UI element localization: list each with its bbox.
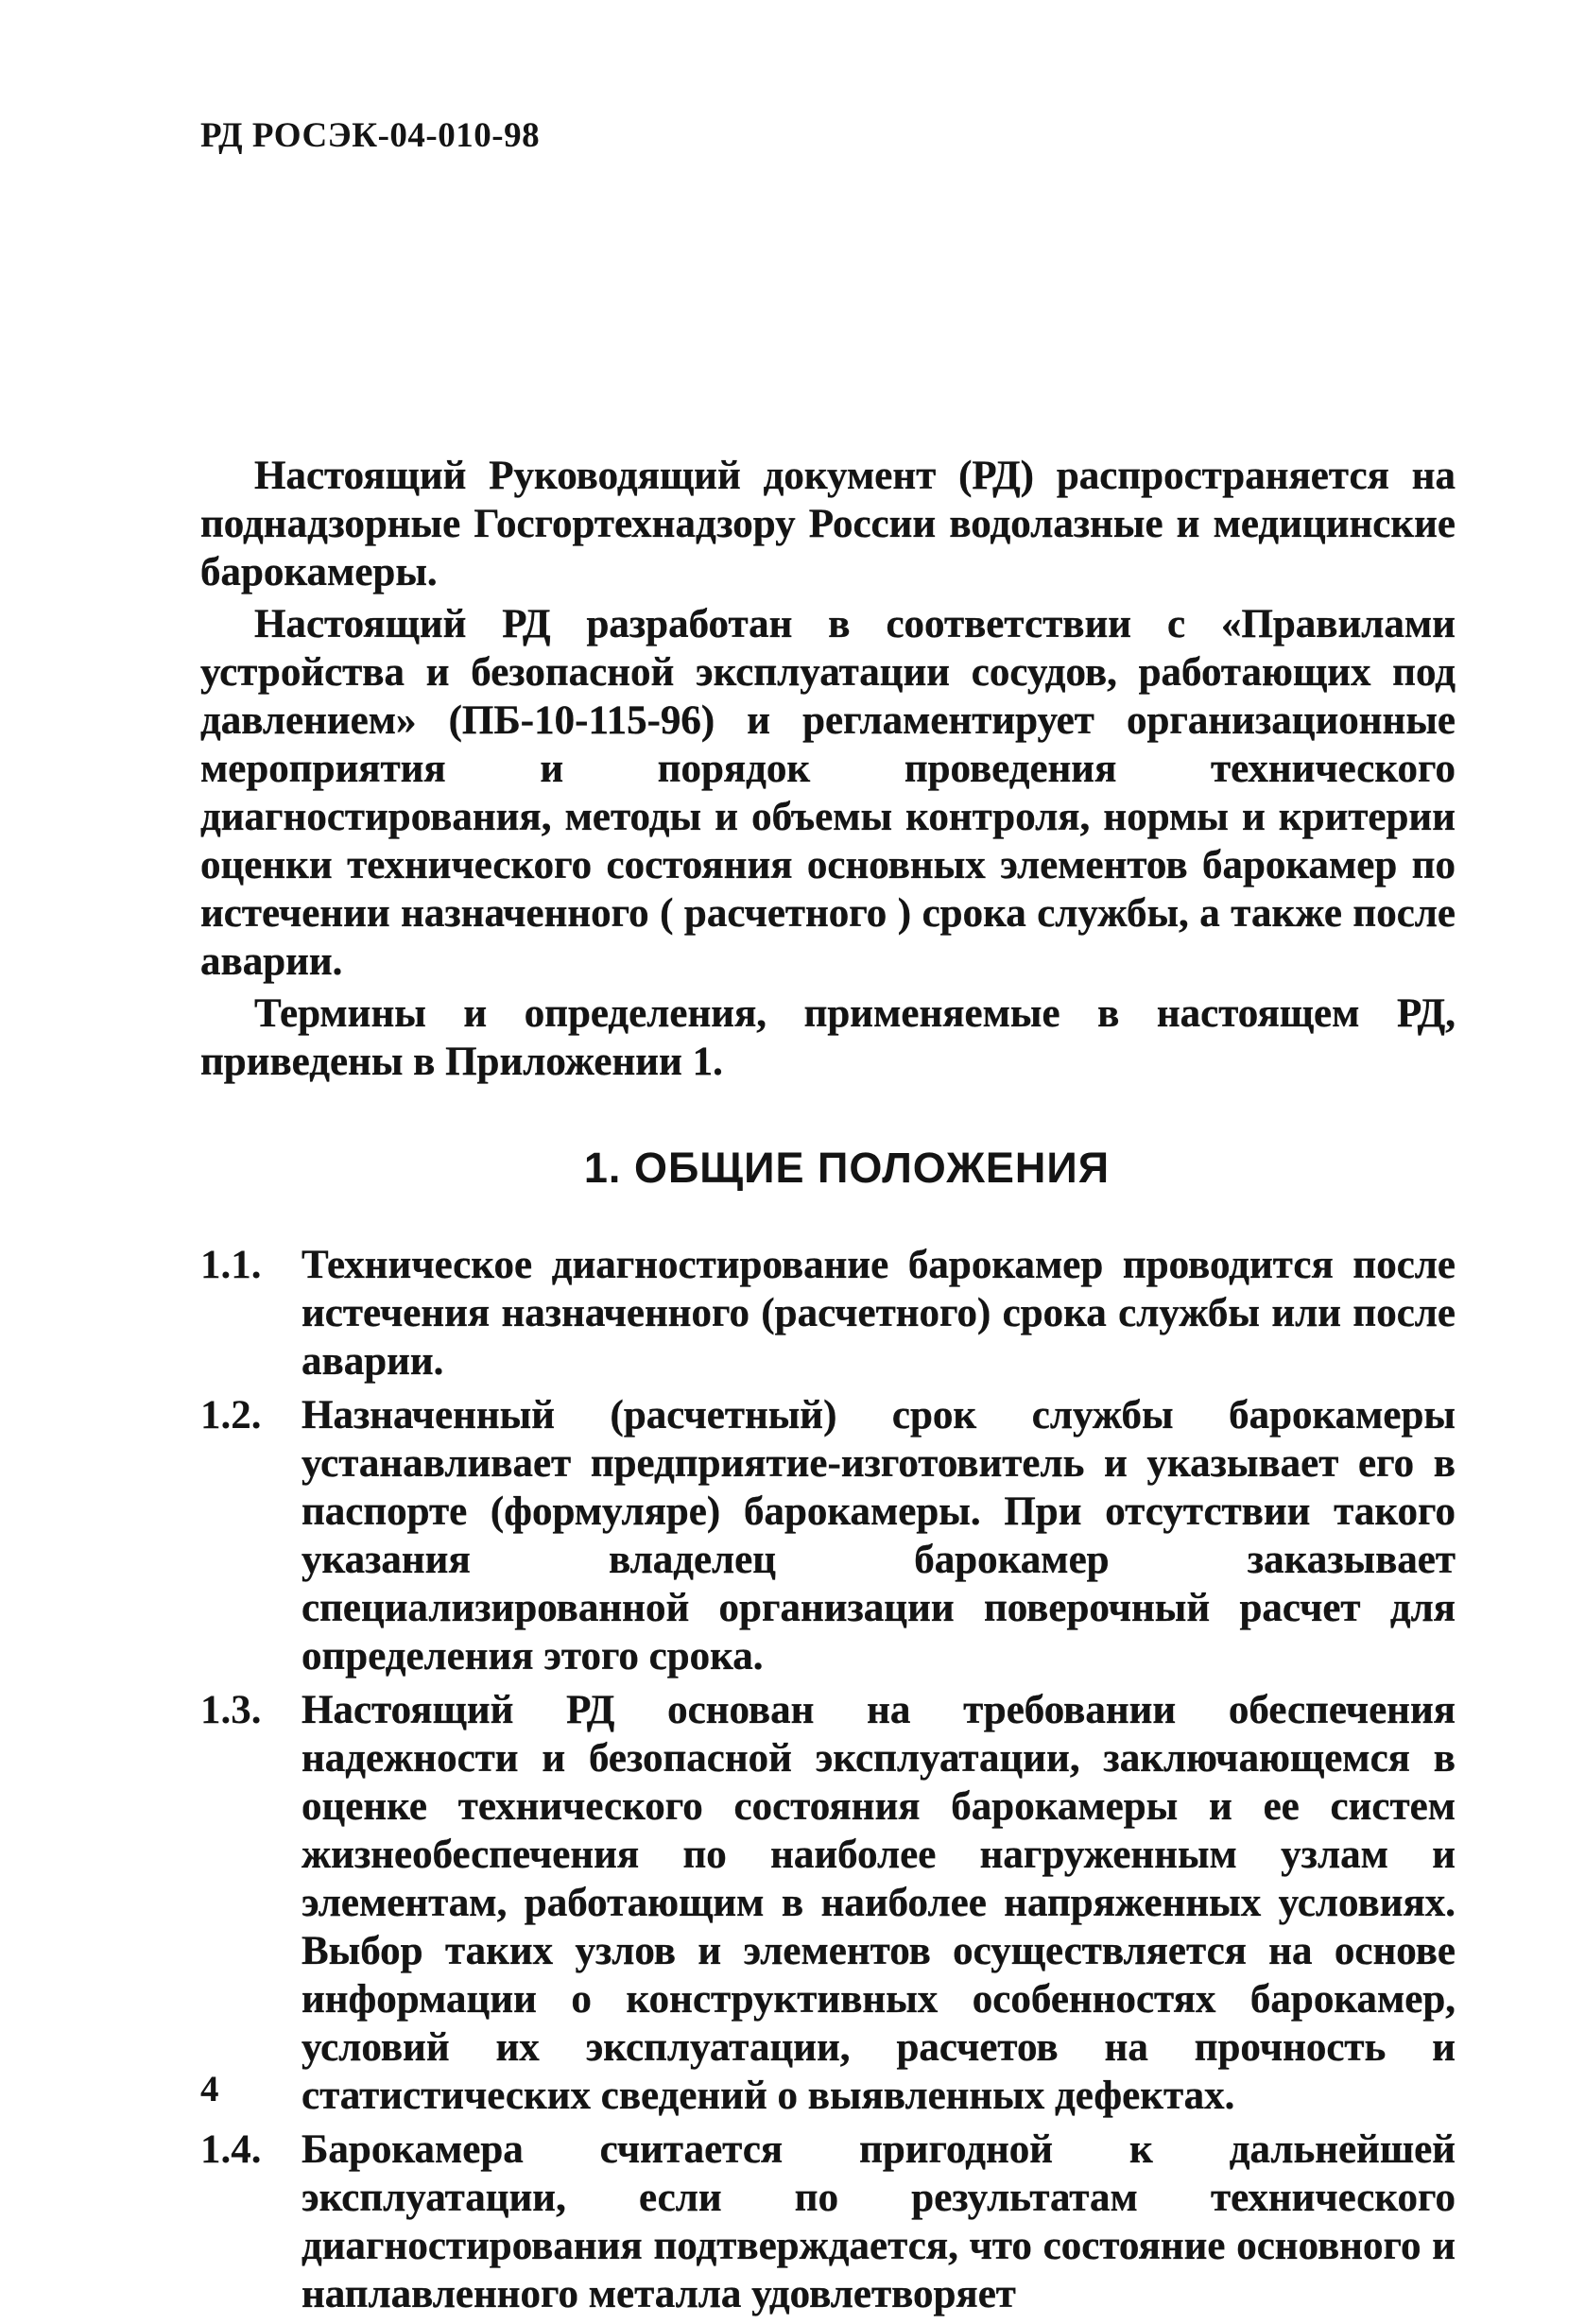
item-number: 1.4. <box>200 2127 262 2172</box>
item-text: Техническое диагностирование барокамер проводится после истечения назначенного (расчетного) срока службы или после аварии. <box>301 1243 1456 1384</box>
item-text: Назначенный (расчетный) срок службы барокамеры устанавливает предприятие-изготовитель и указывает его в паспорте (формуляре) барокамеры. При отсутствии такого указания владелец барокамер заказывает специализированной организации поверочный расчет для определения этого срока. <box>301 1393 1456 1678</box>
intro-paragraph-1: Настоящий Руководящий документ (РД) распространяется на поднадзорные Госгортехнадзору России водолазные и медицинские барокамеры. <box>200 454 1456 594</box>
list-item <box>200 1686 1456 2120</box>
section-title: 1. ОБЩИЕ ПОЛОЖЕНИЯ <box>583 1144 1111 1192</box>
item-text: Барокамера считается пригодной к дальнейшей эксплуатации, если по результатам технического диагностирования подтверждается, что состояние основного и наплавленного металла удовлетворяет <box>301 2127 1456 2316</box>
list-item <box>200 2126 1456 2318</box>
item-number: 1.1. <box>200 1243 262 1287</box>
page-content <box>200 452 1456 2324</box>
list-item <box>200 1241 1456 1386</box>
item-number: 1.2. <box>200 1393 262 1437</box>
intro-paragraph-2: Настоящий РД разработан в соответствии с «Правилами устройства и безопасной эксплуатации сосудов, работающих под давлением» (ПБ-10-115-96) и регламентирует организационные мероприятия и порядок проведения технического диагностирования, методы и объемы контроля, нормы и критерии оценки технического состояния основных элементов барокамер по истечении назначенного ( расчетного ) срока службы, а также после аварии. <box>200 602 1456 984</box>
intro-paragraph-3: Термины и определения, применяемые в настоящем РД, приведены в Приложении 1. <box>200 991 1456 1084</box>
list-item <box>200 1391 1456 1680</box>
item-number: 1.3. <box>200 1688 262 1732</box>
page-number: 4 <box>200 2069 219 2109</box>
document-code-header: РД РОСЭК-04-010-98 <box>200 116 541 155</box>
item-text: Настоящий РД основан на требовании обеспечения надежности и безопасной эксплуатации, заключающемся в оценке технического состояния барокамеры и ее систем жизнеобеспечения по наиболее нагруженным узлам и элементам, работающим в наиболее напряженных условиях. Выбор таких узлов и элементов осуществляется на основе информации о конструктивных особенностях барокамер, условий их эксплуатации, расчетов на прочность и статистических сведений о выявленных дефектах. <box>301 1688 1456 2118</box>
